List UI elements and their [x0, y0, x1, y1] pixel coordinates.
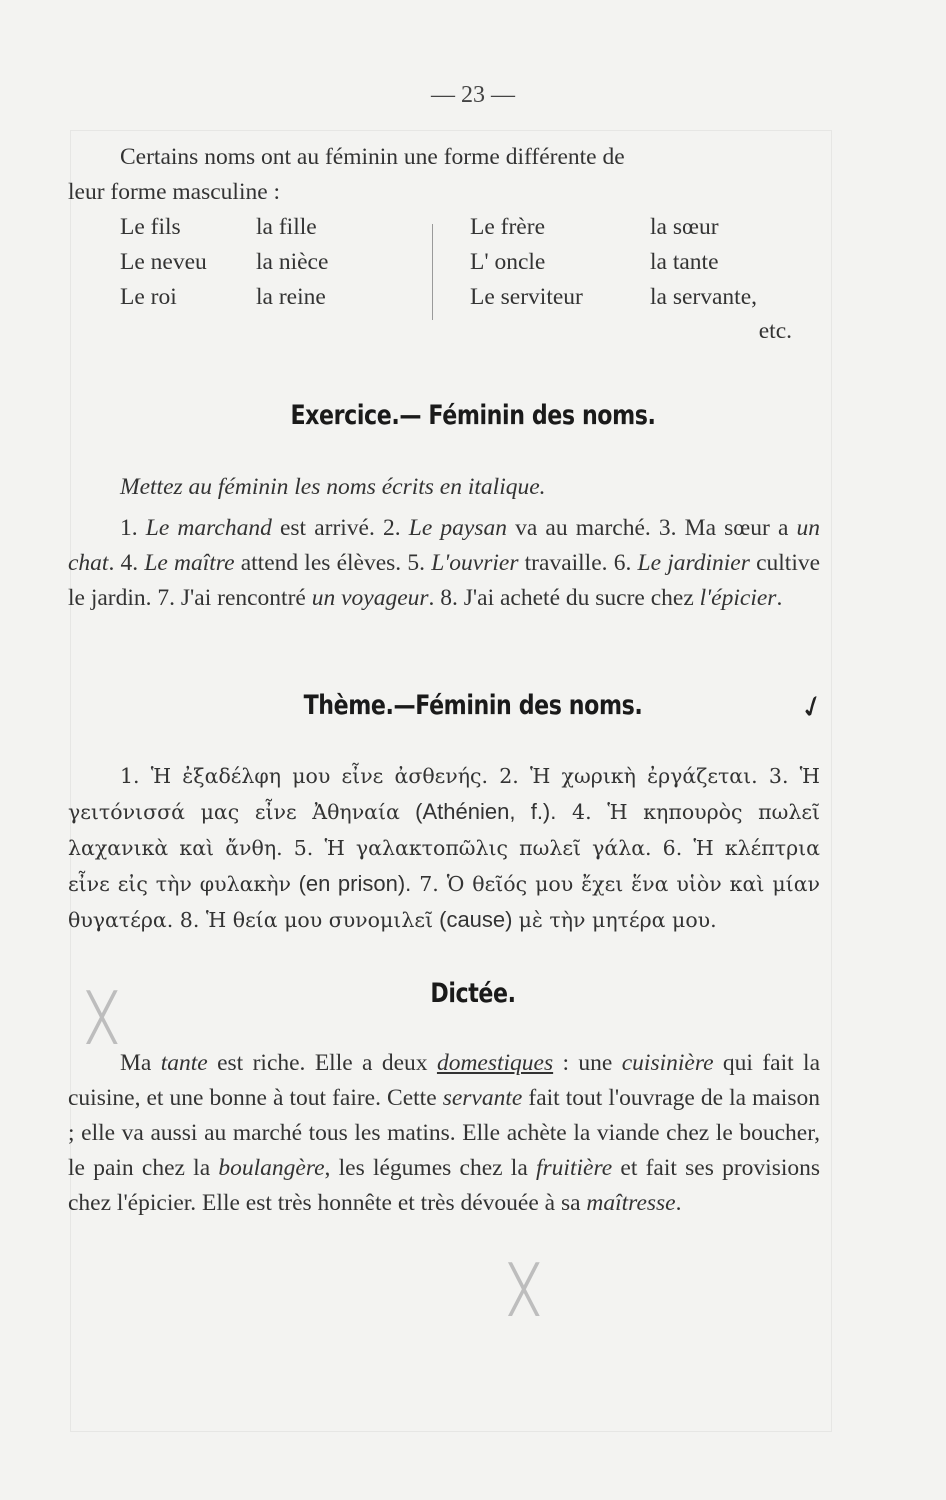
- dictee-text: Ma: [120, 1050, 161, 1076]
- dictee-italic-word: domestiques: [436, 1050, 554, 1076]
- greek-sentences: 4. Ἡ κηπουρὸς πωλεῖ λαχανικὰ καὶ ἄνθη. 5. Ἡ γαλακτοπῶλις πωλεῖ γάλα. 6. Ἡ κλέπτρια εἶνε εἰς τὴν φυλακὴν: [68, 800, 820, 896]
- dictee-paragraph: [68, 1046, 820, 1221]
- greek-sentences: 1. Ἡ ἐξαδέλφη μου εἶνε ἀσθενής. 2. Ἡ χωρικὴ ἐργάζεται. 3. Ἡ γειτόνισσά μας εἶνε Ἀθηναία: [68, 764, 820, 824]
- french-gloss: (Athénien, f.).: [399, 799, 557, 824]
- dictee-italic-word: servante: [442, 1085, 523, 1111]
- sentence-text: attend les élèves.: [234, 550, 402, 576]
- sentence-text: est arrivé.: [271, 515, 383, 541]
- masculine-noun: Le fils: [120, 214, 181, 240]
- feminine-noun: la fille: [256, 214, 317, 240]
- exercice-instruction: [68, 470, 820, 505]
- italic-noun: Le jardinier: [637, 550, 750, 576]
- greek-sentences: μὲ τὴν μητέρα μου.: [518, 908, 717, 932]
- masculine-noun: Le serviteur: [470, 284, 583, 310]
- dictee-italic-word: cuisinière: [621, 1050, 714, 1076]
- instruction-text: Mettez au féminin les noms écrits en italique.: [120, 474, 546, 500]
- gender-pairs-table: [120, 210, 820, 344]
- sentence-text: J'ai rencontré: [180, 585, 312, 611]
- sentence-text: .: [108, 550, 121, 576]
- dictee-text: , les légumes chez la: [324, 1155, 536, 1181]
- masculine-noun: Le roi: [120, 284, 177, 310]
- french-gloss: (en prison).: [291, 871, 412, 896]
- pencil-cross-mark: ╳: [510, 1262, 538, 1316]
- sentence-number: 1.: [120, 515, 138, 541]
- sentence-number: 8.: [440, 585, 464, 611]
- page-number: — 23 —: [431, 82, 515, 108]
- handwritten-tick-icon: ✓: [795, 687, 831, 728]
- sentence-number: 5.: [407, 550, 432, 576]
- feminine-noun: la tante: [650, 249, 719, 275]
- intro-line-2: leur forme masculine :: [68, 179, 281, 205]
- sentence-number: 4.: [120, 550, 145, 576]
- italic-noun: Le marchand: [145, 515, 272, 541]
- sentence-text: .: [776, 585, 783, 611]
- intro-line-1: Certains noms ont au féminin une forme différente de: [120, 144, 625, 170]
- dictee-italic-word: maîtresse: [586, 1190, 676, 1216]
- pair-row: [120, 280, 820, 315]
- dictee-italic-word: tante: [160, 1050, 208, 1076]
- sentence-text: J'ai acheté du sucre chez: [463, 585, 700, 611]
- feminine-noun: la reine: [256, 284, 326, 310]
- dictee-text: qui fait la cuisine, et une bonne à tout faire. Cette: [68, 1050, 821, 1111]
- french-gloss: (cause): [433, 907, 519, 932]
- greek-sentences: 7. Ὁ θεῖός μου ἔχει ἕνα υἱὸν καὶ μίαν θυγατέρα. 8. Ἡ θεία μου συνομιλεῖ: [68, 872, 820, 932]
- masculine-noun: Le neveu: [120, 249, 207, 275]
- italic-noun: un chat: [68, 515, 821, 576]
- exercice-sentences: [68, 511, 820, 616]
- dictee-italic-word: boulangère: [218, 1155, 325, 1181]
- sentence-number: 7.: [157, 585, 181, 611]
- masculine-noun: L' oncle: [470, 249, 546, 275]
- dictee-heading: Dictée.: [430, 978, 516, 1009]
- italic-noun: un voyageur: [311, 585, 429, 611]
- intro-paragraph: [68, 140, 820, 210]
- pencil-cross-mark: ╳: [88, 990, 116, 1044]
- exercice-heading: Exercice.— Féminin des noms.: [290, 400, 656, 431]
- sentence-text: cultive le jardin.: [68, 550, 821, 611]
- sentence-number: 6.: [613, 550, 638, 576]
- italic-noun: l'épicier: [699, 585, 777, 611]
- feminine-noun: la nièce: [256, 249, 329, 275]
- sentence-text: Ma sœur a: [684, 515, 797, 541]
- etc-label: etc.: [758, 318, 792, 344]
- dictee-text: et fait ses provisions chez l'épicier. Elle est très honnête et très dévouée à sa: [68, 1155, 821, 1216]
- theme-greek-text: [68, 758, 820, 938]
- feminine-noun: la sœur: [650, 214, 719, 240]
- italic-noun: Le paysan: [408, 515, 507, 541]
- theme-heading: Thème.—Féminin des noms.: [303, 690, 643, 721]
- dictee-italic-word: fruitière: [536, 1155, 613, 1181]
- pair-row: [120, 210, 820, 245]
- sentence-number: 2.: [383, 515, 409, 541]
- sentence-text: .: [428, 585, 441, 611]
- dictee-text: est riche. Elle a deux: [207, 1050, 437, 1076]
- masculine-noun: Le frère: [470, 214, 545, 240]
- dictee-text: fait tout l'ouvrage de la maison ; elle va aussi au marché tous les matins. Elle achète la viande chez le boucher, le pain chez la: [68, 1085, 820, 1181]
- dictee-text: : une: [553, 1050, 622, 1076]
- sentence-text: travaille.: [518, 550, 614, 576]
- sentence-text: va au marché.: [506, 515, 651, 541]
- sentence-number: 3.: [658, 515, 685, 541]
- feminine-noun: la servante,: [650, 284, 758, 310]
- dictee-text: .: [675, 1190, 682, 1216]
- italic-noun: Le maître: [144, 550, 235, 576]
- italic-noun: L'ouvrier: [431, 550, 519, 576]
- pair-row: [120, 245, 820, 280]
